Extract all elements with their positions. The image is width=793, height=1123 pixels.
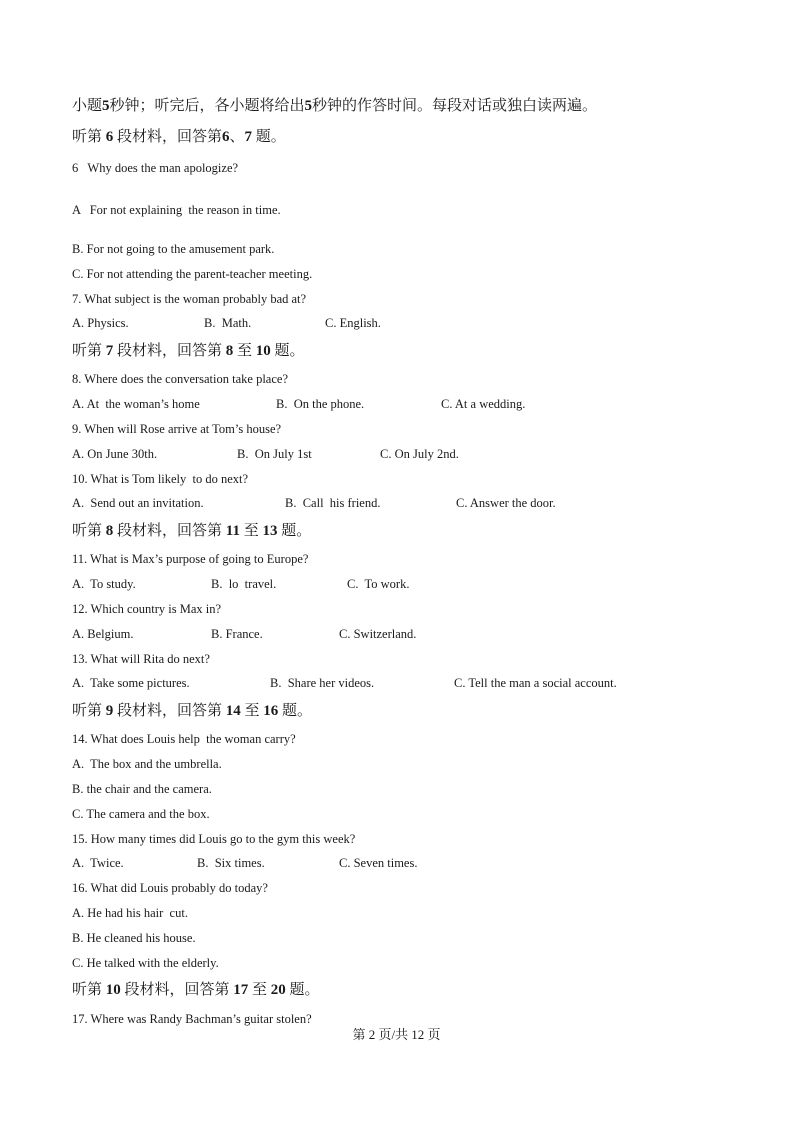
option-9c: C. On July 2nd. [380, 447, 459, 461]
question-14: 14. What does Louis help the woman carry? [72, 732, 296, 746]
option-14a: A. The box and the umbrella. [72, 757, 222, 771]
option-8b: B. On the phone. [276, 397, 365, 411]
question-12: 12. Which country is Max in? [72, 602, 222, 616]
question-16: 16. What did Louis probably do today? [72, 881, 268, 895]
section-heading-6: 听第 6 段材料，回答第6、7 题。 [72, 129, 286, 145]
option-7c: C. English. [325, 316, 381, 330]
option-12a: A. Belgium. [72, 627, 134, 641]
question-7: 7. What subject is the woman probably bad at? [72, 292, 307, 306]
option-16a: A. He had his hair cut. [72, 906, 188, 920]
section-heading-9: 听第 9 段材料，回答第 14 至 16 题。 [72, 703, 313, 719]
instruction-text: 小题5秒钟；听完后，各小题将给出5秒钟的作答时间。每段对话或独白读两遍。 [72, 98, 598, 114]
option-11b: B. lo travel. [211, 577, 277, 591]
option-10a: A. Send out an invitation. [72, 496, 204, 510]
question-6: 6 Why does the man apologize? [72, 161, 239, 175]
option-10b: B. Call his friend. [285, 496, 381, 510]
option-13b: B. Share her videos. [270, 676, 375, 690]
option-16b: B. He cleaned his house. [72, 931, 196, 945]
option-14c: C. The camera and the box. [72, 807, 210, 821]
option-7b: B. Math. [204, 316, 252, 330]
option-7a: A. Physics. [72, 316, 129, 330]
option-8c: C. At a wedding. [441, 397, 526, 411]
option-15a: A. Twice. [72, 856, 124, 870]
option-6c: C. For not attending the parent-teacher meeting. [72, 267, 313, 281]
option-8a: A. At the woman’s home [72, 397, 200, 411]
option-16c: C. He talked with the elderly. [72, 956, 219, 970]
option-9b: B. On July 1st [237, 447, 312, 461]
question-11: 11. What is Max’s purpose of going to Europe? [72, 552, 309, 566]
question-8: 8. Where does the conversation take place? [72, 372, 288, 386]
question-13: 13. What will Rita do next? [72, 652, 210, 666]
option-13c: C. Tell the man a social account. [454, 676, 617, 690]
option-14b: B. the chair and the camera. [72, 782, 212, 796]
question-17: 17. Where was Randy Bachman’s guitar stolen? [72, 1012, 312, 1026]
section-heading-8: 听第 8 段材料，回答第 11 至 13 题。 [72, 523, 312, 539]
section-heading-7: 听第 7 段材料，回答第 8 至 10 题。 [72, 343, 305, 359]
option-15c: C. Seven times. [339, 856, 418, 870]
section-heading-10: 听第 10 段材料，回答第 17 至 20 题。 [72, 982, 320, 998]
option-13a: A. Take some pictures. [72, 676, 190, 690]
option-6b: B. For not going to the amusement park. [72, 242, 275, 256]
option-6a: A For not explaining the reason in time. [72, 203, 281, 217]
option-11c: C. To work. [347, 577, 410, 591]
question-9: 9. When will Rose arrive at Tom’s house? [72, 422, 282, 436]
page-number: 第 2 页/共 12 页 [352, 1027, 441, 1042]
option-12b: B. France. [211, 627, 263, 641]
question-10: 10. What is Tom likely to do next? [72, 472, 249, 486]
option-12c: C. Switzerland. [339, 627, 417, 641]
question-15: 15. How many times did Louis go to the gym this week? [72, 832, 356, 846]
option-15b: B. Six times. [197, 856, 265, 870]
option-10c: C. Answer the door. [456, 496, 556, 510]
option-11a: A. To study. [72, 577, 136, 591]
option-9a: A. On June 30th. [72, 447, 158, 461]
